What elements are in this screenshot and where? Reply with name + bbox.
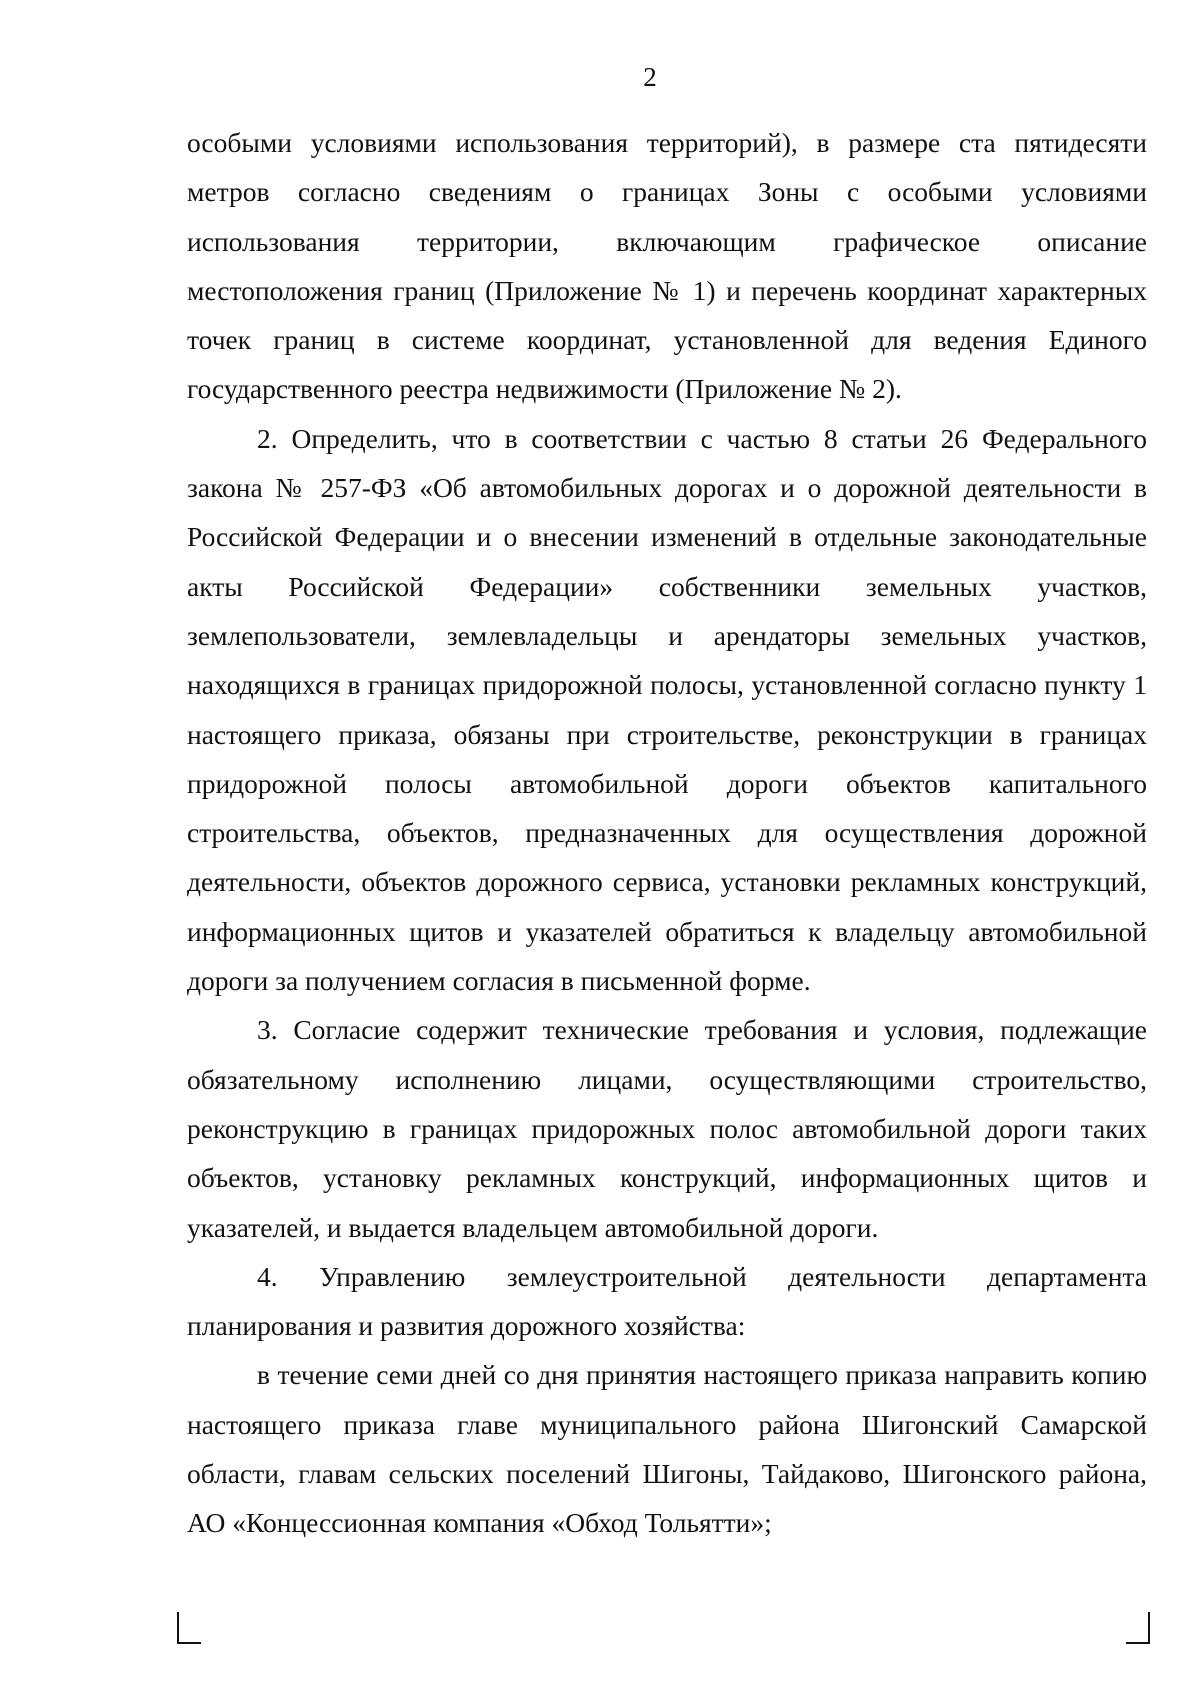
corner-mark-left xyxy=(177,1612,201,1644)
document-body xyxy=(187,118,1147,1548)
corner-mark-right xyxy=(1126,1612,1150,1644)
paragraph-continuation: особыми условиями использования территорий), в размере ста пятидесяти метров согласно сведениям о границах Зоны с особыми условиями использования территории, включающим графическое описание местоположения границ (Приложение № 1) и перечень координат характерных точек границ в системе координат, установленной для ведения Единого государственного реестра недвижимости (Приложение № 2). xyxy=(187,127,1147,405)
paragraph-item-2: 2. Определить, что в соответствии с частью 8 статьи 26 Федерального закона № 257-ФЗ «Об автомобильных дорогах и о дорожной деятельности в Российской Федерации и о внесении изменений в отдельные законодательные акты Российской Федерации» собственники земельных участков, землепользователи, землевладельцы и арендаторы земельных участков, находящихся в границах придорожной полосы, установленной согласно пункту 1 настоящего приказа, обязаны при строительстве, реконструкции в границах придорожной полосы автомобильной дороги объектов капитального строительства, объектов, предназначенных для осуществления дорожной деятельности, объектов дорожного сервиса, установки рекламных конструкций, информационных щитов и указателей обратиться к владельцу автомобильной дороги за получением согласия в письменной форме. xyxy=(187,422,1147,997)
paragraph-item-4-subitem: в течение семи дней со дня принятия настоящего приказа направить копию настоящего приказа главе муниципального района Шигонский Самарской области, главам сельских поселений Шигоны, Тайдаково, Шигонского района, АО «Концессионная компания «Обход Тольятти»; xyxy=(187,1359,1147,1539)
paragraph-item-4: 4. Управлению землеустроительной деятельности департамента планирования и развития дорожного хозяйства: xyxy=(187,1260,1147,1342)
page-number: 2 xyxy=(643,62,657,92)
paragraph-item-3: 3. Согласие содержит технические требования и условия, подлежащие обязательному исполнению лицами, осуществляющими строительство, реконструкцию в границах придорожных полос автомобильной дороги таких объектов, установку рекламных конструкций, информационных щитов и указателей, и выдается владельцем автомобильной дороги. xyxy=(187,1014,1147,1243)
